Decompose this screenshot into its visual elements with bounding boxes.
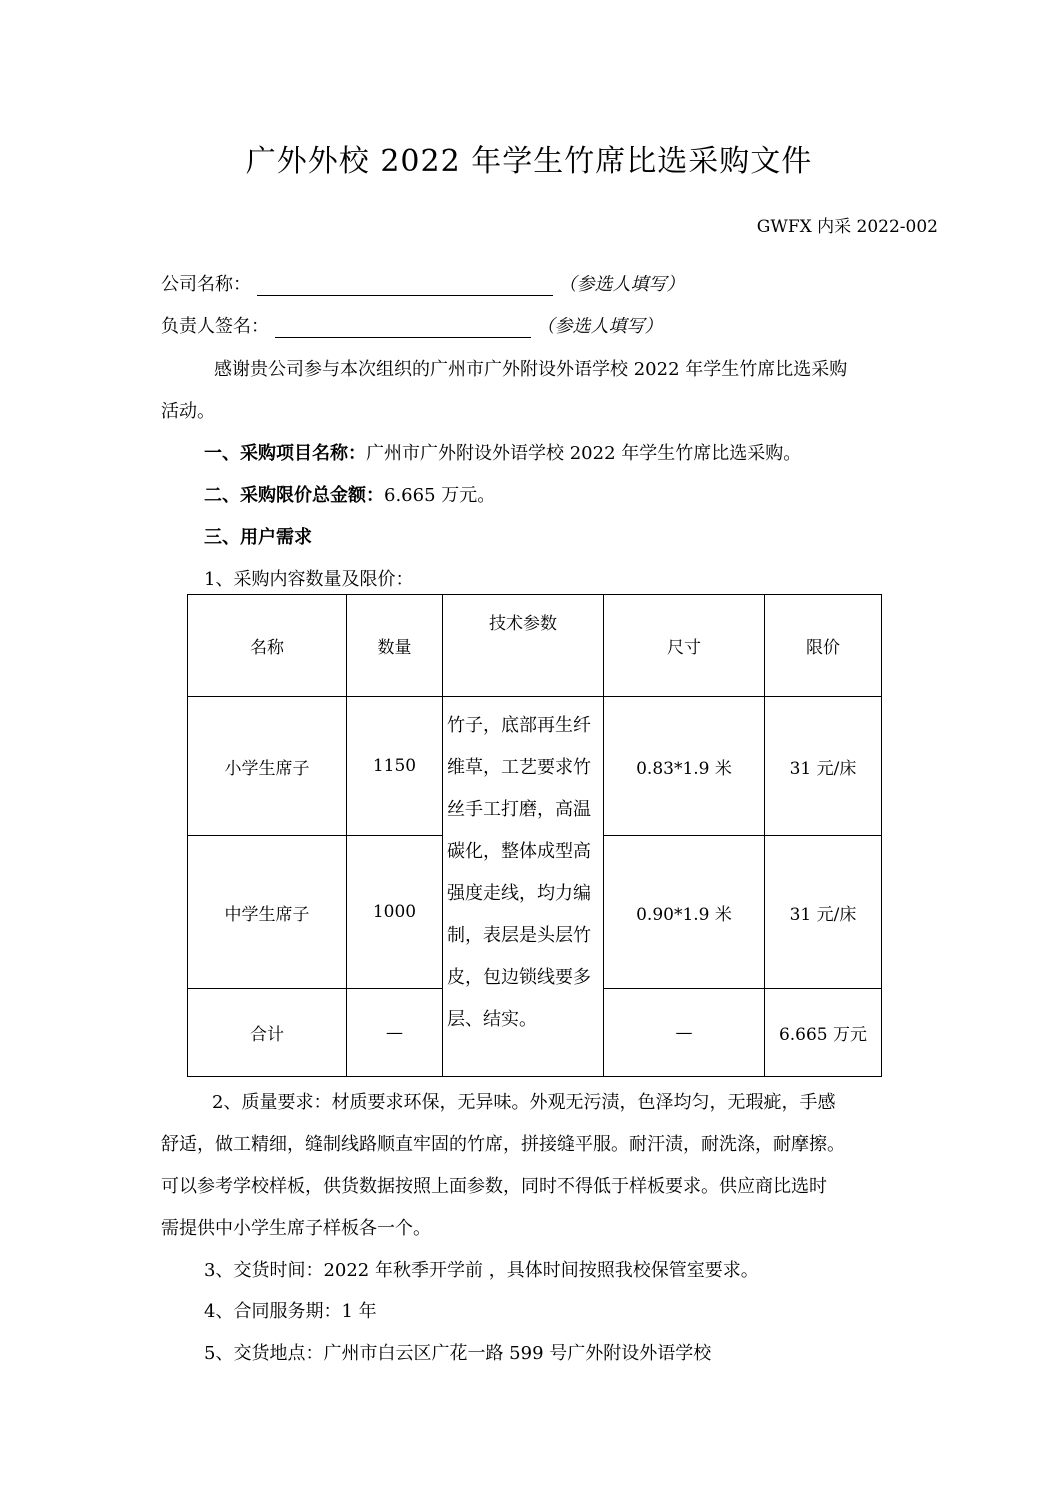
section-1-text: 广州市广外附设外语学校 2022 年学生竹席比选采购。 — [366, 443, 802, 464]
section-2 — [204, 481, 495, 507]
item-1-title: 1、采购内容数量及限价： — [204, 569, 414, 590]
document-number: GWFX 内采 2022-002 — [756, 217, 938, 237]
total-qty: — — [347, 989, 443, 1077]
section-2-label: 二、采购限价总金额： — [204, 485, 384, 506]
row-size: 0.83*1.9 米 — [604, 697, 765, 836]
row-price: 31 元/床 — [765, 836, 882, 989]
row-size: 0.90*1.9 米 — [604, 836, 765, 989]
signer-note: （参选人填写） — [536, 316, 663, 337]
header-tech: 技术参数 — [443, 595, 604, 697]
row-name: 小学生席子 — [188, 697, 347, 836]
row-name: 中学生席子 — [188, 836, 347, 989]
company-name-note: （参选人填写） — [558, 274, 685, 295]
row-qty: 1000 — [347, 836, 443, 989]
item-2-line-1: 2、质量要求：材质要求环保，无异味。外观无污渍，色泽均匀，无瑕疵，手感 — [212, 1092, 836, 1113]
document-title: 广外外校 2022 年学生竹席比选采购文件 — [245, 144, 813, 179]
item-2-line-3: 可以参考学校样板，供货数据按照上面参数，同时不得低于样板要求。供应商比选时 — [161, 1176, 827, 1197]
table-row — [188, 697, 882, 836]
item-2-line-2: 舒适，做工精细，缝制线路顺直牢固的竹席，拼接缝平服。耐汗渍，耐洗涤，耐摩擦。 — [161, 1134, 845, 1155]
intro-line-2: 活动。 — [161, 401, 215, 422]
item-5: 5、交货地点：广州市白云区广花一路 599 号广外附设外语学校 — [204, 1343, 712, 1364]
table-header-row — [188, 595, 882, 697]
total-price: 6.665 万元 — [765, 989, 882, 1077]
row-price: 31 元/床 — [765, 697, 882, 836]
intro-line-1: 感谢贵公司参与本次组织的广州市广外附设外语学校 2022 年学生竹席比选采购 — [214, 359, 848, 380]
row-qty: 1150 — [347, 697, 443, 836]
header-name: 名称 — [188, 595, 347, 697]
signer-blank[interactable] — [275, 317, 531, 338]
signer-line — [161, 312, 662, 338]
procurement-table — [187, 594, 882, 1077]
section-2-text: 6.665 万元。 — [384, 485, 496, 506]
company-name-label: 公司名称： — [161, 274, 251, 295]
total-size: — — [604, 989, 765, 1077]
header-price: 限价 — [765, 595, 882, 697]
item-3: 3、交货时间：2022 年秋季开学前 ，具体时间按照我校保管室要求。 — [204, 1260, 759, 1281]
section-3-heading: 三、用户需求 — [204, 527, 312, 548]
company-name-blank[interactable] — [257, 275, 553, 296]
company-name-line — [161, 270, 684, 296]
header-size: 尺寸 — [604, 595, 765, 697]
total-label: 合计 — [188, 989, 347, 1077]
item-4: 4、合同服务期：1 年 — [204, 1301, 377, 1322]
section-1-label: 一、采购项目名称： — [204, 443, 366, 464]
signer-label: 负责人签名： — [161, 316, 269, 337]
header-qty: 数量 — [347, 595, 443, 697]
item-2-line-4: 需提供中小学生席子样板各一个。 — [161, 1218, 431, 1239]
tech-params-cell: 竹子，底部再生纤维草，工艺要求竹丝手工打磨，高温碳化，整体成型高强度走线，均力编制，表层是头层竹皮，包边锁线要多层、结实。 — [443, 697, 604, 1077]
section-1 — [204, 439, 801, 465]
